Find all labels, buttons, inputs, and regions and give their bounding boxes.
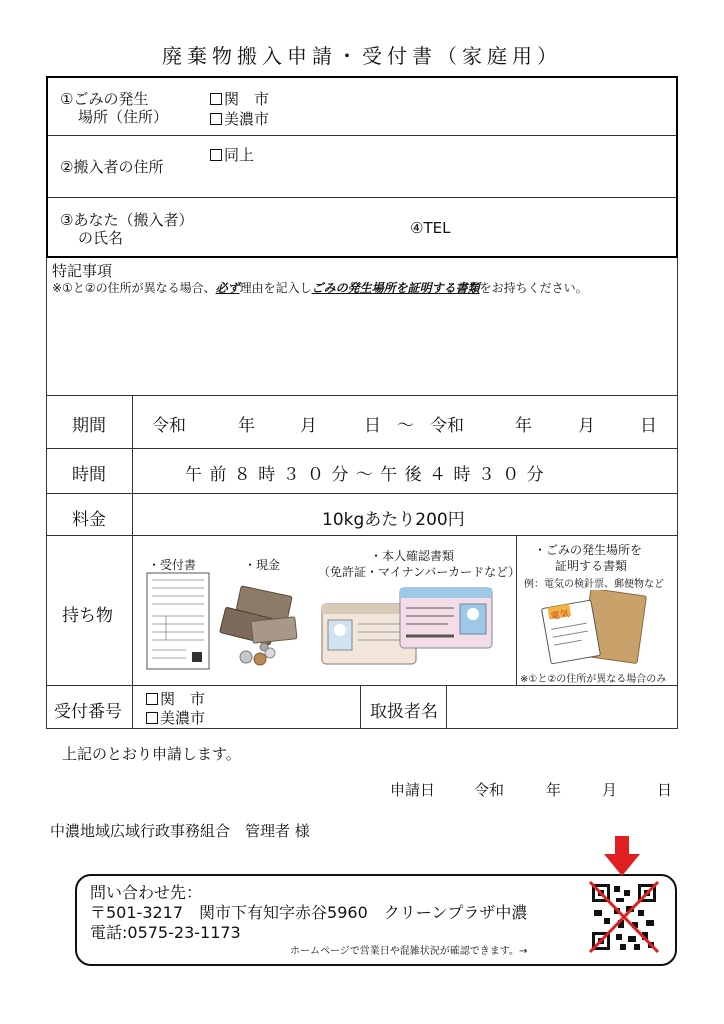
receipt-number-label: 受付番号 <box>54 702 122 722</box>
contact-phone: 電話:0575-23-1173 <box>90 923 241 942</box>
special-notes-field[interactable] <box>50 298 674 392</box>
id-card-illustration <box>320 586 496 668</box>
period-month-1[interactable]: 月 <box>300 416 317 436</box>
apply-date-day[interactable]: 日 <box>657 781 673 799</box>
location-opt-seki[interactable]: 関 市 <box>210 88 269 109</box>
checkbox-icon[interactable] <box>210 113 222 125</box>
homepage-note: ホームページで営業日や混雑状況が確認できます。→ <box>290 946 528 957</box>
item-proof-docs: ・ごみの発生場所を <box>534 543 643 557</box>
period-reiwa-2: 令和 <box>430 416 464 436</box>
addressee: 中濃地域広域行政事務組合 管理者 様 <box>50 822 310 840</box>
item-id-docs-detail: （免許証・マイナンバーカードなど） <box>318 565 521 579</box>
contact-address: 〒501-3217 関市下有知字赤谷5960 クリーンプラザ中濃 <box>90 903 528 922</box>
checkbox-icon[interactable] <box>146 712 158 724</box>
period-label: 期間 <box>72 416 106 436</box>
period-reiwa-1: 令和 <box>152 416 186 436</box>
bill-envelope-illustration <box>540 590 652 666</box>
arrow-down-icon <box>604 836 640 878</box>
item-cash: ・現金 <box>244 558 281 572</box>
period-year-2[interactable]: 年 <box>515 416 532 436</box>
handler-label: 取扱者名 <box>370 702 438 722</box>
location-label-2: 場所（住所） <box>78 108 169 126</box>
receipt-opt-mino[interactable]: 美濃市 <box>146 707 205 728</box>
name-label-2: の氏名 <box>78 229 124 247</box>
period-year-1[interactable]: 年 <box>238 416 255 436</box>
special-notes-heading: 特記事項 <box>52 262 113 280</box>
period-month-2[interactable]: 月 <box>578 416 595 436</box>
item-receipt-form: ・受付書 <box>148 558 197 572</box>
name-label: ③あなた（搬入者） <box>60 211 194 229</box>
bill-label: 電気 <box>550 609 570 623</box>
receipt-opt-seki[interactable]: 関 市 <box>146 688 205 709</box>
checkbox-icon[interactable] <box>210 149 222 161</box>
item-proof-example: 例：電気の検針票、郵便物など <box>524 579 664 590</box>
time-value: 午 前 ８ 時 ３ ０ 分 ～ 午 後 ４ 時 ３ ０ 分 <box>185 465 545 485</box>
form-title: 廃棄物搬入申請・受付書（家庭用） <box>162 44 562 68</box>
period-day-2[interactable]: 日 <box>640 416 657 436</box>
item-proof-note: ※①と②の住所が異なる場合のみ <box>520 674 667 685</box>
time-label: 時間 <box>72 465 106 485</box>
location-opt-mino[interactable]: 美濃市 <box>210 108 269 129</box>
special-notes-instruction: ※①と②の住所が異なる場合、必ず理由を記入しごみの発生場所を証明する書類をお持ちください。 <box>52 281 588 295</box>
contact-heading: 問い合わせ先： <box>90 883 203 902</box>
apply-statement: 上記のとおり申請します。 <box>62 745 241 763</box>
location-label: ①ごみの発生 <box>60 90 149 108</box>
cash-illustration <box>218 585 298 671</box>
item-proof-docs-2: 証明する書類 <box>555 559 628 573</box>
items-label: 持ち物 <box>62 606 113 626</box>
period-day-1[interactable]: 日 <box>364 416 381 436</box>
fee-label: 料金 <box>72 510 106 530</box>
same-as-above-option[interactable]: 同上 <box>210 144 254 165</box>
checkbox-icon[interactable] <box>210 93 222 105</box>
item-id-docs: ・本人確認書類 <box>370 549 455 563</box>
apply-date-month[interactable]: 月 <box>602 781 618 799</box>
checkbox-icon[interactable] <box>146 693 158 705</box>
qr-code-icon[interactable] <box>588 880 660 954</box>
receipt-form-illustration <box>146 572 210 670</box>
tel-label: ④TEL <box>410 219 451 237</box>
carrier-address-label: ②搬入者の住所 <box>60 158 164 176</box>
fee-value: 10kgあたり200円 <box>322 510 465 530</box>
period-tilde: ～ <box>397 416 414 436</box>
apply-date-label: 申請日 <box>390 781 436 799</box>
apply-date-year[interactable]: 年 <box>546 781 562 799</box>
apply-date-reiwa: 令和 <box>474 781 505 799</box>
